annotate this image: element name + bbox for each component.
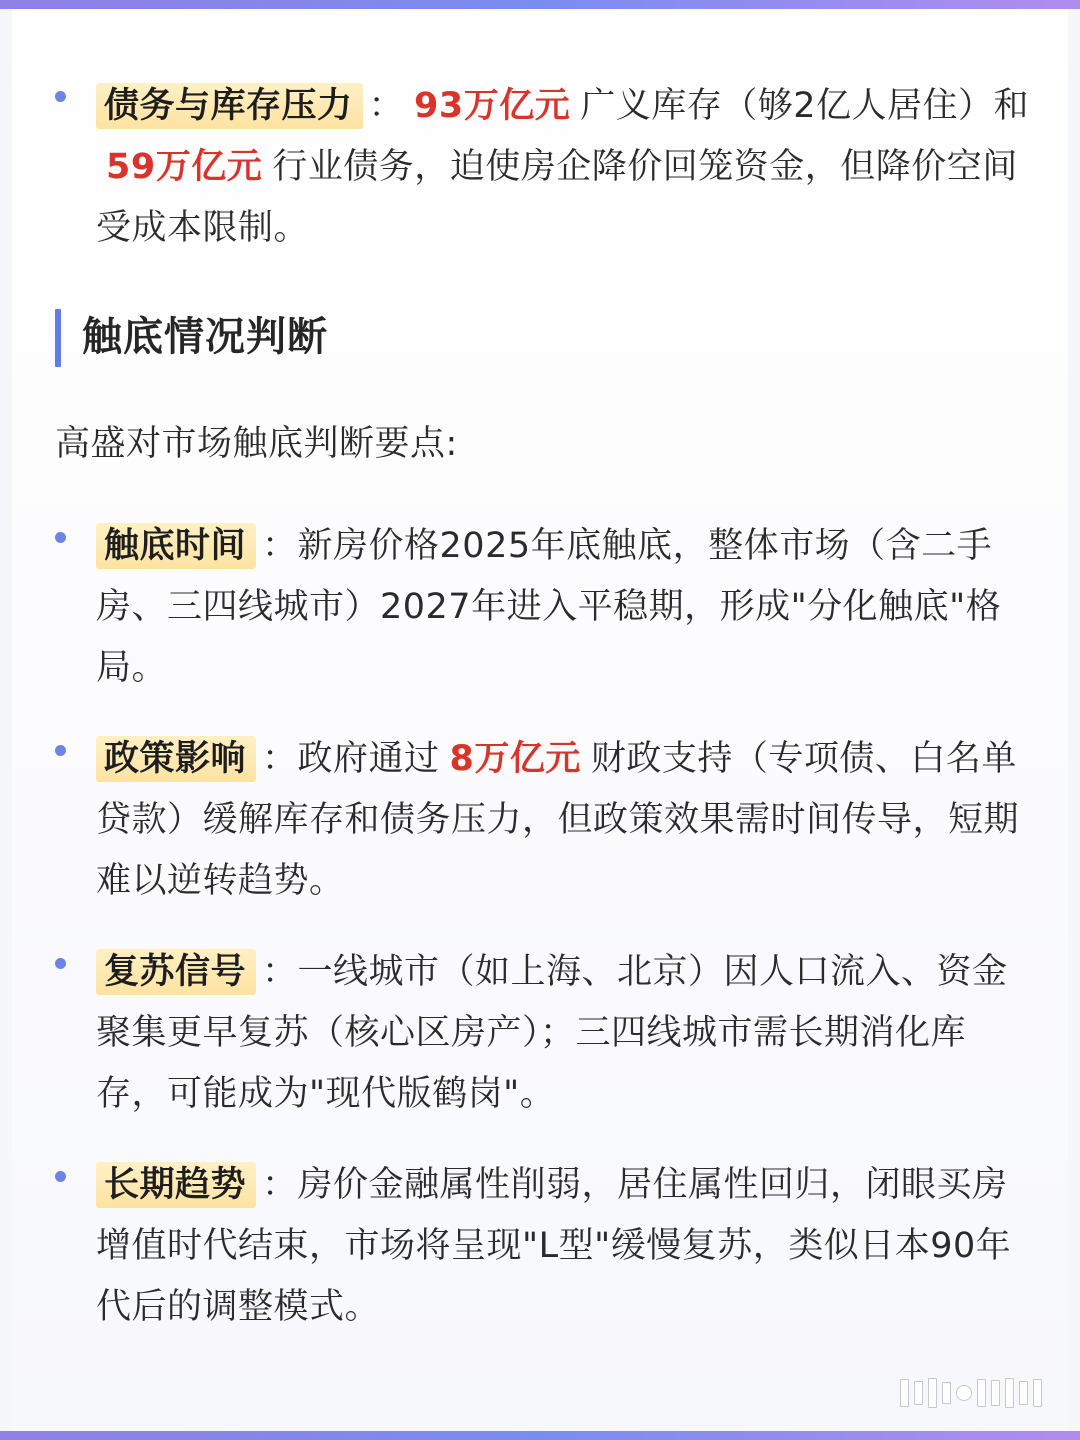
bottom-gradient-border <box>0 1431 1080 1440</box>
bullet-dot <box>55 958 66 969</box>
watermark-stroke <box>1005 1378 1014 1408</box>
list-item-recovery-signal <box>96 942 1036 1125</box>
bullet-dot <box>55 745 66 756</box>
item-tag: 触底时间 <box>96 523 256 569</box>
list-item-long-term-trend <box>96 1155 1036 1338</box>
watermark-stroke <box>1019 1381 1028 1405</box>
article-card <box>12 9 1068 1431</box>
item-text: 行业债务，迫使房企降价回笼资金，但降价空间受成本限制。 <box>96 147 1018 248</box>
list-item-bottom-time <box>96 516 1036 699</box>
item-text: 政府通过 <box>297 739 440 779</box>
item-separator: ： <box>368 86 405 126</box>
bullet-dot <box>55 91 66 102</box>
item-tag: 长期趋势 <box>96 1162 256 1208</box>
bullet-dot <box>55 1171 66 1182</box>
item-separator: ： <box>262 739 298 779</box>
item-text: 一线城市（如上海、北京）因人口流入、资金聚集更早复苏（核心区房产）；三四线城市需长期消化库存，可能成为"现代版鹤岗"。 <box>96 952 1008 1114</box>
section-title: 触底情况判断 <box>82 314 328 360</box>
highlight-amount: 59万亿元 <box>106 147 263 187</box>
top-gradient-border <box>0 0 1080 9</box>
item-separator: ： <box>262 952 298 992</box>
item-tag: 复苏信号 <box>96 949 256 995</box>
watermark-logo <box>842 1375 1042 1411</box>
intro-text: 高盛对市场触底判断要点: <box>55 424 458 464</box>
watermark-stroke <box>914 1381 923 1405</box>
item-text: 财政支持（专项债、白名单贷款）缓解库存和债务压力，但政策效果需时间传导，短期难以逆转趋势。 <box>96 739 1020 901</box>
watermark-stroke <box>942 1382 951 1404</box>
item-text: 广义库存（够2亿人居住）和 <box>580 86 1030 126</box>
watermark-stroke <box>956 1385 972 1401</box>
watermark-stroke <box>977 1379 986 1407</box>
item-separator: ： <box>262 1165 298 1205</box>
item-separator: ： <box>262 526 298 566</box>
item-text: 房价金融属性削弱，居住属性回归，闭眼买房增值时代结束，市场将呈现"L型"缓慢复苏，类似日本90年代后的调整模式。 <box>96 1165 1012 1327</box>
bullet-dot <box>55 532 66 543</box>
watermark-stroke <box>900 1379 909 1407</box>
highlight-amount: 93万亿元 <box>414 86 571 126</box>
item-text: 新房价格2025年底触底，整体市场（含二手房、三四线城市）2027年进入平稳期，形成"分化触底"格局。 <box>96 526 1002 688</box>
highlight-amount: 8万亿元 <box>449 739 581 779</box>
item-tag: 债务与库存压力 <box>96 83 363 129</box>
list-item-debt-inventory <box>96 76 1036 259</box>
watermark-stroke <box>1033 1379 1042 1407</box>
watermark-stroke <box>991 1380 1000 1406</box>
watermark-stroke <box>928 1378 937 1408</box>
section-accent-bar <box>55 309 61 367</box>
item-tag: 政策影响 <box>96 736 256 782</box>
list-item-policy-impact <box>96 729 1036 912</box>
